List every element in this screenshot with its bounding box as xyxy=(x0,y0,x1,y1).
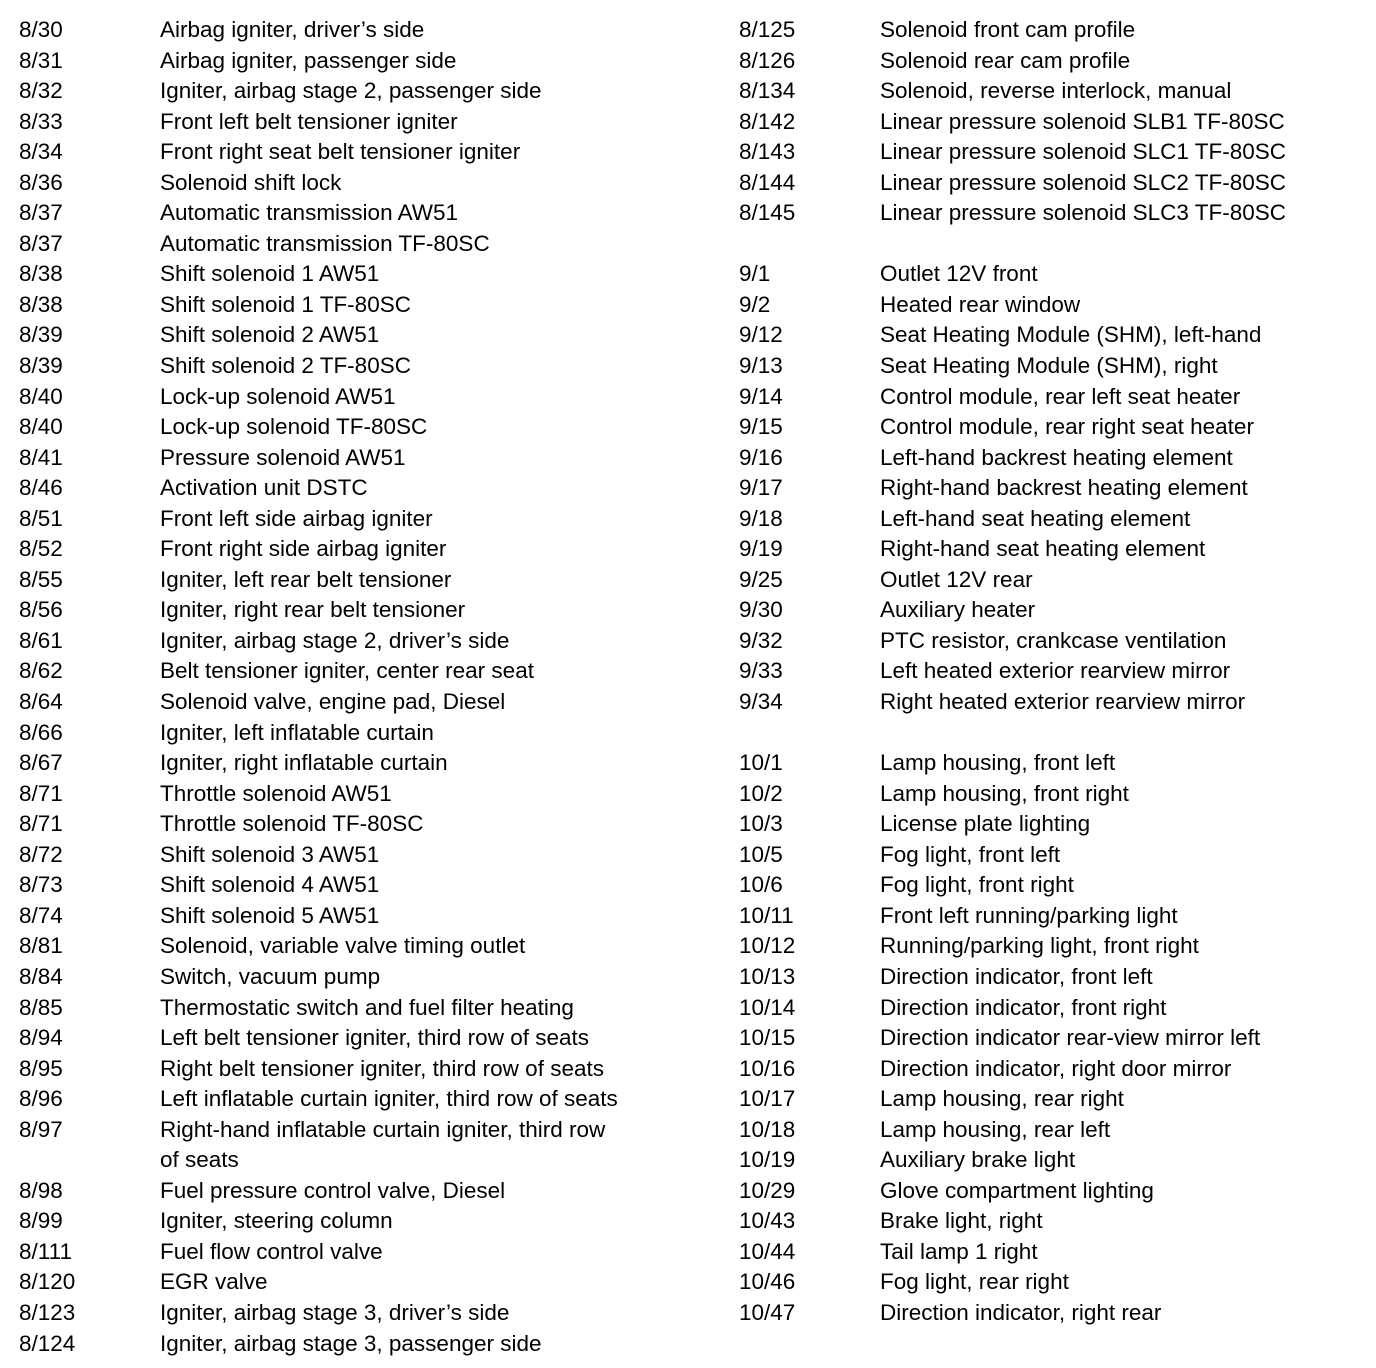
list-item xyxy=(19,1298,719,1329)
item-description: Igniter, left rear belt tensioner xyxy=(160,566,452,592)
item-description: Igniter, right rear belt tensioner xyxy=(160,597,466,623)
item-code: 9/34 xyxy=(739,689,783,715)
list-item xyxy=(739,504,1369,535)
item-description: Shift solenoid 4 AW51 xyxy=(160,872,380,898)
item-description: Seat Heating Module (SHM), left-hand xyxy=(880,322,1262,348)
list-item xyxy=(19,931,719,962)
item-code: 9/1 xyxy=(739,261,771,287)
item-code: 8/125 xyxy=(739,17,796,42)
item-code: 8/71 xyxy=(19,811,63,837)
item-code: 8/85 xyxy=(19,994,63,1020)
item-description: Shift solenoid 2 AW51 xyxy=(160,322,380,348)
item-description: Belt tensioner igniter, center rear seat xyxy=(160,658,534,684)
list-item xyxy=(19,137,719,168)
item-code: 8/144 xyxy=(739,169,796,195)
item-description: Outlet 12V rear xyxy=(880,566,1033,592)
item-code: 8/96 xyxy=(19,1086,63,1112)
item-code: 8/94 xyxy=(19,1025,63,1051)
list-item xyxy=(739,15,1369,46)
item-description: Throttle solenoid AW51 xyxy=(160,780,392,806)
item-description: Pressure solenoid AW51 xyxy=(160,444,406,470)
item-code: 8/56 xyxy=(19,597,63,623)
list-item xyxy=(19,351,719,382)
list-item xyxy=(19,901,719,932)
item-code: 9/25 xyxy=(739,566,783,592)
list-item xyxy=(19,595,719,626)
item-description: Solenoid, reverse interlock, manual xyxy=(880,78,1232,104)
item-code: 9/18 xyxy=(739,505,783,531)
item-code: 10/16 xyxy=(739,1055,796,1081)
item-code: 10/5 xyxy=(739,841,783,867)
list-item xyxy=(19,656,719,687)
list-item xyxy=(739,1023,1369,1054)
item-code: 8/74 xyxy=(19,902,63,928)
item-description: Outlet 12V front xyxy=(880,261,1038,287)
list-item xyxy=(739,809,1369,840)
item-code: 8/37 xyxy=(19,200,63,226)
list-item xyxy=(739,534,1369,565)
list-item xyxy=(739,320,1369,351)
item-description: Left-hand seat heating element xyxy=(880,505,1191,531)
list-item xyxy=(19,962,719,993)
list-item xyxy=(739,259,1369,290)
item-description: Front left belt tensioner igniter xyxy=(160,108,458,134)
list-item xyxy=(739,1084,1369,1115)
item-code: 10/46 xyxy=(739,1269,796,1295)
item-code: 8/61 xyxy=(19,627,63,653)
list-item xyxy=(739,1206,1369,1237)
item-code: 8/39 xyxy=(19,322,63,348)
list-item xyxy=(19,809,719,840)
item-code: 8/38 xyxy=(19,261,63,287)
item-code: 10/15 xyxy=(739,1025,796,1051)
item-code: 10/6 xyxy=(739,872,783,898)
list-item xyxy=(739,870,1369,901)
list-item xyxy=(19,320,719,351)
item-code: 8/95 xyxy=(19,1055,63,1081)
list-item xyxy=(739,993,1369,1024)
item-code: 10/17 xyxy=(739,1086,796,1112)
list-item xyxy=(739,382,1369,413)
list-item-continuation xyxy=(19,1145,719,1176)
item-code: 8/40 xyxy=(19,414,63,440)
item-code: 8/99 xyxy=(19,1208,63,1234)
item-code: 10/47 xyxy=(739,1299,796,1325)
item-description: Igniter, airbag stage 2, driver’s side xyxy=(160,627,510,653)
item-description: Direction indicator, front right xyxy=(880,994,1167,1020)
list-item xyxy=(19,1329,719,1360)
list-item xyxy=(19,198,719,229)
item-code: 8/40 xyxy=(19,383,63,409)
item-description: Solenoid rear cam profile xyxy=(880,47,1131,73)
item-description: Igniter, steering column xyxy=(160,1208,393,1234)
list-item xyxy=(739,748,1369,779)
item-description: Lamp housing, front right xyxy=(880,780,1129,806)
list-item xyxy=(19,412,719,443)
item-code: 8/37 xyxy=(19,230,63,256)
list-item xyxy=(739,1267,1369,1298)
item-description: Linear pressure solenoid SLC1 TF-80SC xyxy=(880,139,1287,165)
list-item xyxy=(19,504,719,535)
list-item xyxy=(739,901,1369,932)
item-description: Direction indicator rear-view mirror left xyxy=(880,1025,1261,1051)
list-item xyxy=(19,1176,719,1207)
item-code: 9/13 xyxy=(739,353,783,379)
item-code: 8/66 xyxy=(19,719,63,745)
item-code: 8/145 xyxy=(739,200,796,226)
list-item xyxy=(19,443,719,474)
list-item xyxy=(739,443,1369,474)
item-description: Control module, rear left seat heater xyxy=(880,383,1241,409)
list-item xyxy=(739,626,1369,657)
item-description: License plate lighting xyxy=(880,811,1091,837)
item-description: Throttle solenoid TF-80SC xyxy=(160,811,424,837)
item-description: Front right side airbag igniter xyxy=(160,536,447,562)
list-item xyxy=(739,290,1369,321)
item-description: Igniter, right inflatable curtain xyxy=(160,750,448,776)
item-code: 8/64 xyxy=(19,689,63,715)
list-item xyxy=(19,382,719,413)
item-description: Igniter, airbag stage 3, passenger side xyxy=(160,1330,542,1356)
item-code: 8/143 xyxy=(739,139,796,165)
item-code: 10/43 xyxy=(739,1208,796,1234)
item-description: Lamp housing, front left xyxy=(880,750,1116,776)
list-item xyxy=(19,626,719,657)
item-description: Right heated exterior rearview mirror xyxy=(880,689,1246,715)
item-code: 9/19 xyxy=(739,536,783,562)
item-code: 10/2 xyxy=(739,780,783,806)
item-description: Auxiliary brake light xyxy=(880,1147,1076,1173)
item-description: Thermostatic switch and fuel filter heating xyxy=(160,994,574,1020)
list-item xyxy=(19,840,719,871)
item-code: 10/19 xyxy=(739,1147,796,1173)
item-description: Heated rear window xyxy=(880,291,1081,317)
item-description: Front left running/parking light xyxy=(880,902,1178,928)
list-item xyxy=(739,137,1369,168)
item-description: Lock-up solenoid TF-80SC xyxy=(160,414,428,440)
list-item xyxy=(19,534,719,565)
item-description: Igniter, airbag stage 2, passenger side xyxy=(160,78,542,104)
item-code: 8/126 xyxy=(739,47,796,73)
list-item xyxy=(19,718,719,749)
item-description: Lamp housing, rear right xyxy=(880,1086,1124,1112)
item-description: Linear pressure solenoid SLC2 TF-80SC xyxy=(880,169,1287,195)
list-item xyxy=(739,931,1369,962)
item-code: 10/29 xyxy=(739,1177,796,1203)
list-item xyxy=(19,1267,719,1298)
item-code: 8/51 xyxy=(19,505,63,531)
item-description: Direction indicator, right rear xyxy=(880,1299,1162,1325)
item-code: 8/98 xyxy=(19,1177,63,1203)
list-item xyxy=(19,748,719,779)
item-code: 8/34 xyxy=(19,139,63,165)
item-description: Left heated exterior rearview mirror xyxy=(880,658,1231,684)
item-code: 8/124 xyxy=(19,1330,76,1356)
list-item xyxy=(739,198,1369,229)
list-item xyxy=(19,168,719,199)
item-code: 8/33 xyxy=(19,108,63,134)
item-description: Fuel flow control valve xyxy=(160,1238,383,1264)
item-description: Solenoid shift lock xyxy=(160,169,342,195)
item-code: 9/17 xyxy=(739,475,783,501)
item-description: Control module, rear right seat heater xyxy=(880,414,1254,440)
list-item xyxy=(19,15,719,46)
item-description: Shift solenoid 5 AW51 xyxy=(160,902,380,928)
item-code: 8/81 xyxy=(19,933,63,959)
item-description: Shift solenoid 1 AW51 xyxy=(160,261,380,287)
list-item xyxy=(19,1023,719,1054)
list-item xyxy=(19,76,719,107)
item-description: Direction indicator, front left xyxy=(880,963,1153,989)
item-code: 10/44 xyxy=(739,1238,796,1264)
list-item xyxy=(739,107,1369,138)
item-description: Airbag igniter, driver’s side xyxy=(160,17,425,42)
item-code: 8/39 xyxy=(19,353,63,379)
item-description: Linear pressure solenoid SLC3 TF-80SC xyxy=(880,200,1287,226)
item-code: 9/30 xyxy=(739,597,783,623)
item-code: 8/134 xyxy=(739,78,796,104)
item-description: Igniter, left inflatable curtain xyxy=(160,719,434,745)
list-item xyxy=(739,1237,1369,1268)
item-description: Automatic transmission TF-80SC xyxy=(160,230,490,256)
item-description: Igniter, airbag stage 3, driver’s side xyxy=(160,1299,510,1325)
list-item xyxy=(739,595,1369,626)
list-item xyxy=(19,687,719,718)
list-item xyxy=(739,351,1369,382)
item-code: 8/31 xyxy=(19,47,63,73)
item-description: Running/parking light, front right xyxy=(880,933,1199,959)
list-item xyxy=(19,290,719,321)
list-item xyxy=(19,259,719,290)
item-description: Shift solenoid 2 TF-80SC xyxy=(160,353,411,379)
list-item xyxy=(739,565,1369,596)
item-description: Front right seat belt tensioner igniter xyxy=(160,139,521,165)
item-code: 8/120 xyxy=(19,1269,76,1295)
list-item xyxy=(739,1176,1369,1207)
item-description: Left-hand backrest heating element xyxy=(880,444,1233,470)
item-code: 10/3 xyxy=(739,811,783,837)
list-item xyxy=(739,687,1369,718)
item-code: 8/67 xyxy=(19,750,63,776)
item-description: Glove compartment lighting xyxy=(880,1177,1154,1203)
item-description: Solenoid front cam profile xyxy=(880,17,1136,42)
item-code: 9/16 xyxy=(739,444,783,470)
item-code: 9/2 xyxy=(739,291,771,317)
item-code: 8/30 xyxy=(19,17,63,42)
right-column xyxy=(739,15,1369,1329)
item-description: Shift solenoid 1 TF-80SC xyxy=(160,291,411,317)
item-code: 8/32 xyxy=(19,78,63,104)
item-description-continued: of seats xyxy=(160,1147,239,1173)
list-item xyxy=(19,229,719,260)
item-description: Tail lamp 1 right xyxy=(880,1238,1038,1264)
item-description: Linear pressure solenoid SLB1 TF-80SC xyxy=(880,108,1285,134)
list-item xyxy=(19,1237,719,1268)
item-code: 10/14 xyxy=(739,994,796,1020)
item-description: Airbag igniter, passenger side xyxy=(160,47,457,73)
item-description: Direction indicator, right door mirror xyxy=(880,1055,1232,1081)
item-description: EGR valve xyxy=(160,1269,268,1295)
item-description: Shift solenoid 3 AW51 xyxy=(160,841,380,867)
list-item xyxy=(739,1298,1369,1329)
list-item xyxy=(739,962,1369,993)
item-code: 10/1 xyxy=(739,750,783,776)
item-code: 8/52 xyxy=(19,536,63,562)
item-code: 8/123 xyxy=(19,1299,76,1325)
list-item xyxy=(739,46,1369,77)
item-description: Right-hand inflatable curtain igniter, third row xyxy=(160,1116,606,1142)
item-description: Lock-up solenoid AW51 xyxy=(160,383,396,409)
list-item xyxy=(739,473,1369,504)
list-item xyxy=(19,1115,719,1146)
item-code: 8/111 xyxy=(19,1238,72,1264)
item-description: Fog light, rear right xyxy=(880,1269,1069,1295)
list-item xyxy=(19,870,719,901)
left-column xyxy=(19,15,719,1359)
list-item xyxy=(19,1054,719,1085)
list-item xyxy=(739,656,1369,687)
item-code: 9/33 xyxy=(739,658,783,684)
item-description: Fog light, front left xyxy=(880,841,1061,867)
item-description: Seat Heating Module (SHM), right xyxy=(880,353,1218,379)
item-code: 8/36 xyxy=(19,169,63,195)
item-description: Brake light, right xyxy=(880,1208,1043,1234)
list-item xyxy=(19,565,719,596)
item-code: 8/55 xyxy=(19,566,63,592)
item-description: Front left side airbag igniter xyxy=(160,505,433,531)
list-item xyxy=(739,1054,1369,1085)
item-description: PTC resistor, crankcase ventilation xyxy=(880,627,1227,653)
item-description: Solenoid valve, engine pad, Diesel xyxy=(160,689,506,715)
list-item xyxy=(739,1115,1369,1146)
item-code: 8/97 xyxy=(19,1116,63,1142)
item-description: Right belt tensioner igniter, third row of seats xyxy=(160,1055,604,1081)
list-item xyxy=(19,1084,719,1115)
list-item xyxy=(19,993,719,1024)
list-item xyxy=(739,779,1369,810)
item-code: 8/46 xyxy=(19,475,63,501)
item-description: Solenoid, variable valve timing outlet xyxy=(160,933,526,959)
item-code: 8/72 xyxy=(19,841,63,867)
list-item xyxy=(739,840,1369,871)
list-item xyxy=(739,76,1369,107)
list-item xyxy=(739,1145,1369,1176)
item-description: Fuel pressure control valve, Diesel xyxy=(160,1177,506,1203)
item-code: 10/11 xyxy=(739,902,794,928)
item-code: 8/62 xyxy=(19,658,63,684)
item-code: 8/142 xyxy=(739,108,796,134)
item-description: Left belt tensioner igniter, third row of seats xyxy=(160,1025,589,1051)
item-description: Auxiliary heater xyxy=(880,597,1036,623)
item-code: 9/15 xyxy=(739,414,783,440)
list-item xyxy=(19,1206,719,1237)
list-item xyxy=(739,412,1369,443)
item-description: Right-hand seat heating element xyxy=(880,536,1206,562)
list-item xyxy=(19,46,719,77)
item-code-blank xyxy=(19,1145,160,1176)
item-code: 10/13 xyxy=(739,963,796,989)
item-code: 10/18 xyxy=(739,1116,796,1142)
item-description: Lamp housing, rear left xyxy=(880,1116,1111,1142)
section-spacer xyxy=(739,718,1369,749)
item-description: Switch, vacuum pump xyxy=(160,963,381,989)
item-code: 9/14 xyxy=(739,383,783,409)
item-description: Left inflatable curtain igniter, third row of seats xyxy=(160,1086,618,1112)
item-description: Automatic transmission AW51 xyxy=(160,200,459,226)
list-item xyxy=(19,779,719,810)
item-description: Fog light, front right xyxy=(880,872,1074,898)
item-code: 9/12 xyxy=(739,322,783,348)
item-code: 8/84 xyxy=(19,963,63,989)
item-code: 8/38 xyxy=(19,291,63,317)
item-code: 8/41 xyxy=(19,444,63,470)
item-code: 8/73 xyxy=(19,872,63,898)
item-code: 10/12 xyxy=(739,933,796,959)
item-description: Activation unit DSTC xyxy=(160,475,368,501)
item-code: 9/32 xyxy=(739,627,783,653)
item-code: 8/71 xyxy=(19,780,63,806)
list-item xyxy=(19,107,719,138)
section-spacer xyxy=(739,229,1369,260)
list-item xyxy=(739,168,1369,199)
list-item xyxy=(19,473,719,504)
item-description: Right-hand backrest heating element xyxy=(880,475,1248,501)
